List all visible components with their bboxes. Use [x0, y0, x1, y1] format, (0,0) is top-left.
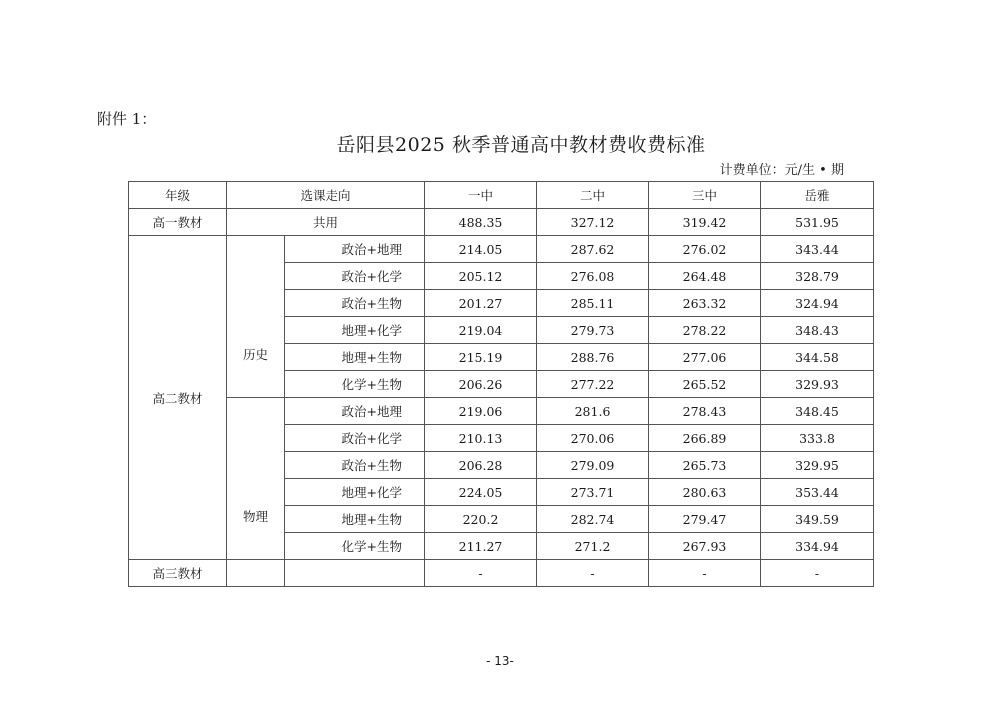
table-cell: 328.79	[761, 263, 874, 290]
grade2-label: 高二教材	[129, 236, 227, 560]
table-cell: 277.06	[649, 344, 761, 371]
subject-combination: 政治+地理	[285, 398, 425, 425]
grade3-empty-selection	[285, 560, 425, 587]
header-school-3: 三中	[649, 182, 761, 209]
table-cell: 327.12	[537, 209, 649, 236]
subject-combination: 地理+生物	[285, 506, 425, 533]
table-cell: 279.73	[537, 317, 649, 344]
table-cell: 334.94	[761, 533, 874, 560]
table-cell: -	[425, 560, 537, 587]
table-cell: 333.8	[761, 425, 874, 452]
grade3-label: 高三教材	[129, 560, 227, 587]
subject-combination: 化学+生物	[285, 533, 425, 560]
grade1-row	[129, 209, 874, 236]
table-cell: 271.2	[537, 533, 649, 560]
table-cell: 288.76	[537, 344, 649, 371]
table-cell: 205.12	[425, 263, 537, 290]
table-cell: 265.52	[649, 371, 761, 398]
table-cell: 206.28	[425, 452, 537, 479]
table-cell: 276.02	[649, 236, 761, 263]
table-cell: 219.04	[425, 317, 537, 344]
table-cell: 353.44	[761, 479, 874, 506]
table-cell: 285.11	[537, 290, 649, 317]
table-cell: 280.63	[649, 479, 761, 506]
table-cell: 329.93	[761, 371, 874, 398]
table-cell: 270.06	[537, 425, 649, 452]
table-cell: 276.08	[537, 263, 649, 290]
table-cell: 278.22	[649, 317, 761, 344]
table-cell: 211.27	[425, 533, 537, 560]
track-label: 历史	[227, 236, 285, 398]
header-school-4: 岳雅	[761, 182, 874, 209]
header-school-2: 二中	[537, 182, 649, 209]
grade3-row	[129, 560, 874, 587]
subject-combination: 政治+地理	[285, 236, 425, 263]
table-cell: 264.48	[649, 263, 761, 290]
table-cell: 266.89	[649, 425, 761, 452]
grade3-empty-track	[227, 560, 285, 587]
table-cell: 215.19	[425, 344, 537, 371]
table-cell: 263.32	[649, 290, 761, 317]
fee-table	[128, 181, 874, 587]
attachment-label: 附件 1：	[97, 110, 157, 128]
table-cell: 329.95	[761, 452, 874, 479]
subject-combination: 化学+生物	[285, 371, 425, 398]
table-cell: 348.45	[761, 398, 874, 425]
table-cell: 531.95	[761, 209, 874, 236]
table-cell: 281.6	[537, 398, 649, 425]
table-cell: 282.74	[537, 506, 649, 533]
table-cell: -	[537, 560, 649, 587]
table-cell: 348.43	[761, 317, 874, 344]
header-selection: 选课走向	[227, 182, 425, 209]
page-number: - 13-	[486, 654, 514, 668]
table-cell: 265.73	[649, 452, 761, 479]
table-row	[129, 398, 874, 425]
table-cell: 279.09	[537, 452, 649, 479]
table-cell: 324.94	[761, 290, 874, 317]
subject-combination: 政治+生物	[285, 290, 425, 317]
grade1-selection: 共用	[227, 209, 425, 236]
subject-combination: 政治+化学	[285, 263, 425, 290]
table-cell: 349.59	[761, 506, 874, 533]
table-cell: 224.05	[425, 479, 537, 506]
header-school-1: 一中	[425, 182, 537, 209]
table-cell: 319.42	[649, 209, 761, 236]
header-grade: 年级	[129, 182, 227, 209]
table-row	[129, 236, 874, 263]
subject-combination: 政治+生物	[285, 452, 425, 479]
table-cell: 279.47	[649, 506, 761, 533]
track-label: 物理	[227, 398, 285, 560]
subject-combination: 地理+化学	[285, 317, 425, 344]
grade1-label: 高一教材	[129, 209, 227, 236]
subject-combination: 地理+化学	[285, 479, 425, 506]
table-cell: 201.27	[425, 290, 537, 317]
table-cell: 214.05	[425, 236, 537, 263]
table-cell: 267.93	[649, 533, 761, 560]
header-row	[129, 182, 874, 209]
table-cell: 343.44	[761, 236, 874, 263]
unit-note: 计费单位：元/生 • 期	[719, 163, 844, 178]
subject-combination: 政治+化学	[285, 425, 425, 452]
table-cell: 287.62	[537, 236, 649, 263]
table-cell: 273.71	[537, 479, 649, 506]
table-cell: -	[649, 560, 761, 587]
table-cell: 344.58	[761, 344, 874, 371]
table-cell: 277.22	[537, 371, 649, 398]
subject-combination: 地理+生物	[285, 344, 425, 371]
table-cell: -	[761, 560, 874, 587]
table-cell: 219.06	[425, 398, 537, 425]
table-cell: 488.35	[425, 209, 537, 236]
table-cell: 206.26	[425, 371, 537, 398]
page-title: 岳阳县2025 秋季普通高中教材费收费标准	[336, 134, 706, 156]
table-cell: 220.2	[425, 506, 537, 533]
table-cell: 210.13	[425, 425, 537, 452]
table-cell: 278.43	[649, 398, 761, 425]
